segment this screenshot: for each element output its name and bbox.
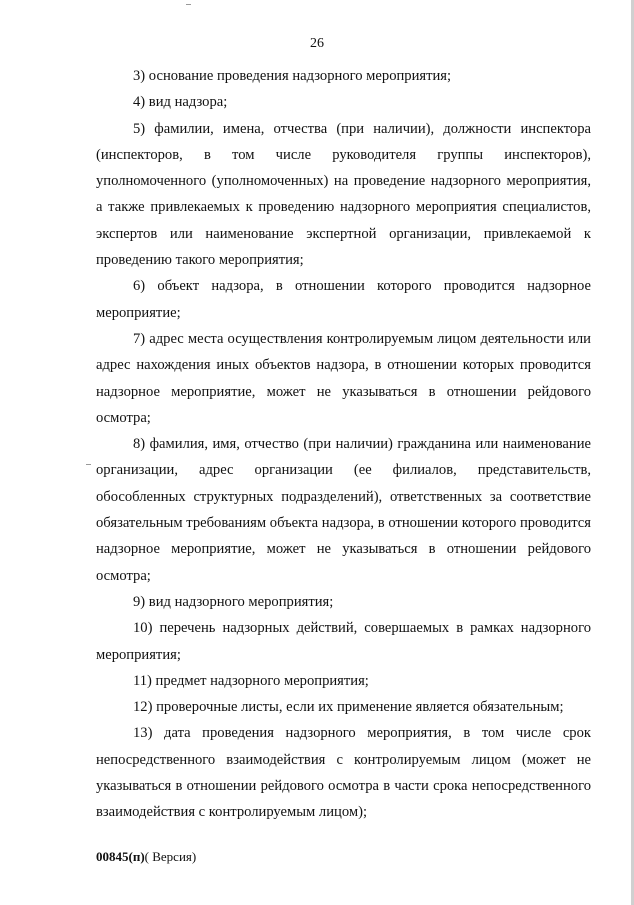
scan-mark: [86, 464, 91, 465]
list-item: 12) проверочные листы, если их применение является обязательным;: [133, 699, 564, 716]
scan-mark: [186, 4, 191, 5]
list-item: 7) адрес места осуществления контролируемым лицом деятельности или адрес нахождения иных объектов надзора, в отношении которых проводится надзорное мероприятие, может не указываться в отношении рейдового осмотра;: [96, 330, 591, 426]
document-version: ( Версия): [144, 849, 197, 864]
footer: [96, 849, 196, 865]
page-number: 26: [310, 36, 324, 51]
list-item: 6) объект надзора, в отношении которого проводится надзорное мероприятие;: [96, 278, 591, 321]
list-item: 8) фамилия, имя, отчество (при наличии) гражданина или наименование организации, адрес организации (ее филиалов, представительств, обособленных структурных подразделений), ответственных за соответствие обязательным требованиям объекта надзора, в отношении которого проводится надзорное мероприятие, может не указываться в отношении рейдового осмотра;: [96, 436, 591, 584]
document-code: 00845(п): [96, 849, 145, 864]
list-item: 3) основание проведения надзорного мероприятия;: [133, 68, 452, 84]
list-item: 11) предмет надзорного мероприятия;: [133, 672, 369, 689]
document-body: [96, 63, 591, 826]
list-item: 5) фамилии, имена, отчества (при наличии), должности инспектора (инспекторов, в том числе руководителя группы инспекторов), уполномоченного (уполномоченных) на проведение надзорного мероприятия, а также привлекаемых к проведению надзорного мероприятия специалистов, экспертов или наименование экспертной организации, привлекаемой к проведению такого мероприятия;: [96, 120, 591, 269]
list-item: 13) дата проведения надзорного мероприятия, в том числе срок непосредственного взаимодействия с контролируемым лицом (может не указываться в отношении рейдового осмотра в части срока непосредственного взаимодействия с контролируемым лицом);: [96, 725, 591, 821]
list-item: 10) перечень надзорных действий, совершаемых в рамках надзорного мероприятия;: [96, 620, 591, 663]
list-item: 9) вид надзорного мероприятия;: [133, 593, 334, 610]
list-item: 4) вид надзора;: [133, 94, 228, 111]
